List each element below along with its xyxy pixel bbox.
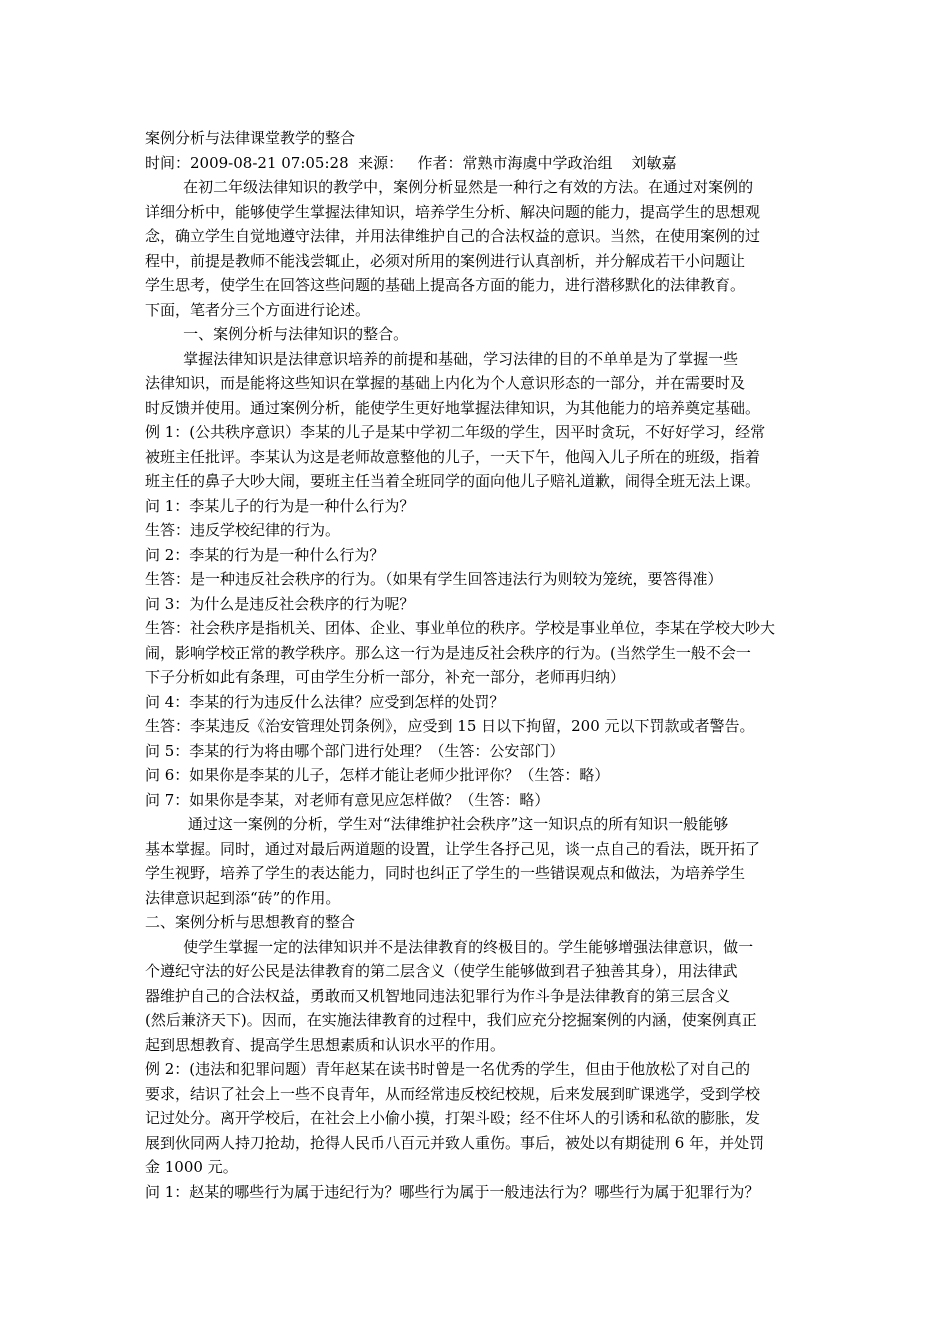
answer-line: 闹，影响学校正常的教学秩序。那么这一行为是违反社会秩序的行为。(当然学生一般不会一 — [145, 643, 751, 662]
example-line: 展到伙同两人持刀抢劫，抢得人民币八百元并致人重伤。事后，被处以有期徒刑 6 年，并处罚 — [145, 1133, 765, 1152]
question-line: 问 2：李某的行为是一种什么行为？ — [145, 545, 385, 564]
example-line: 记过处分。离开学校后，在社会上小偷小摸，打架斗殴；经不住坏人的引诱和私欲的膨胀，发 — [145, 1109, 761, 1127]
paragraph-line: 通过这一案例的分析，学生对“法律维护社会秩序”这一知识点的所有知识一般能够 — [145, 815, 729, 833]
document-body — [145, 126, 825, 1204]
example-line: 要求，结识了社会上一些不良青年，从而经常违反校纪校规，后来发展到旷课逃学，受到学校 — [145, 1084, 761, 1103]
example-line: 被班主任批评。李某认为这是老师故意整他的儿子，一天下午，他闯入儿子所在的班级，指着 — [145, 447, 761, 466]
question-line: 问 3：为什么是违反社会秩序的行为呢？ — [145, 594, 415, 613]
question-line: 问 5：李某的行为将由哪个部门进行处理？（生答：公安部门） — [145, 741, 565, 760]
question-line: 问 7：如果你是李某，对老师有意见应怎样做？（生答：略） — [145, 790, 550, 809]
paragraph-line: 念，确立学生自觉地遵守法律，并用法律维护自己的合法权益的意识。当然，在使用案例的过 — [145, 227, 761, 245]
paragraph-line: 下面，笔者分三个方面进行论述。 — [145, 300, 371, 319]
answer-line: 生答：社会秩序是指机关、团体、企业、事业单位的秩序。学校是事业单位，李某在学校大吵大 — [145, 619, 776, 637]
answer-line: 生答：违反学校纪律的行为。 — [145, 521, 341, 539]
paragraph-line: 基本掌握。同时，通过对最后两道题的设置，让学生各抒己见，谈一点自己的看法，既开拓了 — [145, 839, 761, 858]
paragraph-line: (然后兼济天下)。因而，在实施法律教育的过程中，我们应充分挖掘案例的内涵，使案例真正 — [145, 1011, 757, 1029]
answer-line: 生答：是一种违反社会秩序的行为。（如果有学生回答违法行为则较为笼统，要答得准） — [145, 570, 723, 588]
paragraph-line: 程中，前提是教师不能浅尝辄止，必须对所用的案例进行认真剖析，并分解成若干小问题让 — [145, 251, 746, 270]
section-heading: 二、案例分析与思想教育的整合 — [145, 913, 356, 931]
paragraph-line: 学生思考，使学生在回答这些问题的基础上提高各方面的能力，进行潜移默化的法律教育。 — [145, 276, 746, 294]
example-line: 金 1000 元。 — [145, 1158, 238, 1176]
paragraph-line: 使学生掌握一定的法律知识并不是法律教育的终极目的。学生能够增强法律意识，做一 — [145, 937, 754, 956]
paragraph-line: 在初二年级法律知识的教学中，案例分析显然是一种行之有效的方法。在通过对案例的 — [145, 178, 754, 196]
question-line: 问 1：赵某的哪些行为属于违纪行为？哪些行为属于一般违法行为？哪些行为属于犯罪行为？ — [145, 1182, 760, 1201]
document-meta: 时间：2009-08-21 07:05:28 来源： 作者：常熟市海虞中学政治组 刘敏嘉 — [145, 153, 677, 172]
section-heading: 一、案例分析与法律知识的整合。 — [145, 325, 409, 343]
question-line: 问 4：李某的行为违反什么法律？应受到怎样的处罚？ — [145, 692, 505, 711]
paragraph-line: 学生视野，培养了学生的表达能力，同时也纠正了学生的一些错误观点和做法，为培养学生 — [145, 864, 746, 882]
question-line: 问 1：李某儿子的行为是一种什么行为？ — [145, 496, 415, 515]
paragraph-line: 详细分析中，能够使学生掌握法律知识，培养学生分析、解决问题的能力，提高学生的思想观 — [145, 202, 761, 221]
paragraph-line: 法律知识，而是能将这些知识在掌握的基础上内化为个人意识形态的一部分，并在需要时及 — [145, 374, 746, 392]
paragraph-line: 起到思想教育、提高学生思想素质和认识水平的作用。 — [145, 1035, 506, 1054]
paragraph-line: 掌握法律知识是法律意识培养的前提和基础，学习法律的目的不单单是为了掌握一些 — [145, 349, 739, 368]
document-title: 案例分析与法律课堂教学的整合 — [145, 129, 356, 147]
paragraph-line: 时反馈并使用。通过案例分析，能使学生更好地掌握法律知识，为其他能力的培养奠定基础。 — [145, 398, 761, 417]
example-line: 班主任的鼻子大吵大闹，要班主任当着全班同学的面向他儿子赔礼道歉，闹得全班无法上课。 — [145, 472, 761, 490]
question-line: 问 6：如果你是李某的儿子，怎样才能让老师少批评你？（生答：略） — [145, 766, 610, 784]
paragraph-line: 器维护自己的合法权益，勇敢而又机智地同违法犯罪行为作斗争是法律教育的第三层含义 — [145, 986, 731, 1005]
example-line: 例 1：(公共秩序意识）李某的儿子是某中学初二年级的学生，因平时贪玩，不好好学习，经常 — [145, 423, 766, 441]
answer-line: 生答：李某违反《治安管理处罚条例》，应受到 15 日以下拘留，200 元以下罚款或者警告。 — [145, 717, 755, 735]
example-line: 例 2：(违法和犯罪问题）青年赵某在读书时曾是一名优秀的学生，但由于他放松了对自己的 — [145, 1060, 751, 1078]
paragraph-line: 个遵纪守法的好公民是法律教育的第二层含义（使学生能够做到君子独善其身），用法律武 — [145, 962, 738, 980]
answer-line: 下子分析如此有条理，可由学生分析一部分，补充一部分，老师再归纳） — [145, 668, 626, 686]
paragraph-line: 法律意识起到添“砖”的作用。 — [145, 888, 341, 907]
